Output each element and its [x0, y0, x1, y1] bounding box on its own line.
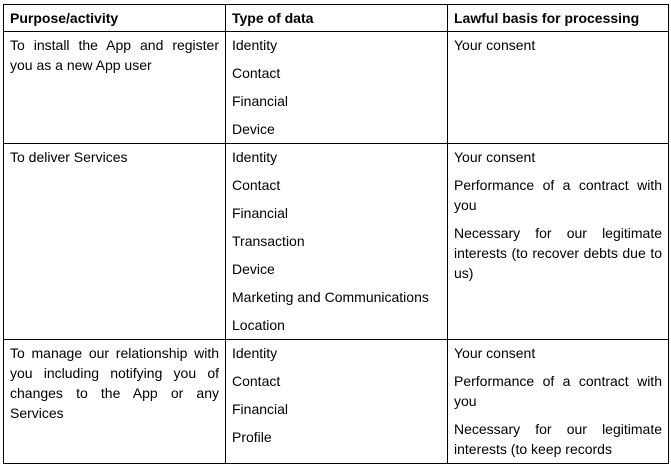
- lawful-basis-item: Your consent: [454, 345, 536, 361]
- data-type-item: Contact: [232, 177, 281, 193]
- lawful-basis-cell: [448, 32, 669, 144]
- lawful-basis-table: [3, 4, 669, 464]
- header-purpose: Purpose/activity: [4, 5, 226, 32]
- lawful-basis-item: Performance of a contract with you: [454, 373, 662, 409]
- data-types-cell: [226, 144, 448, 340]
- data-type-item: Location: [232, 317, 285, 333]
- table-row: [4, 32, 669, 144]
- lawful-basis-item: Your consent: [454, 149, 536, 165]
- data-type-item: Financial: [232, 93, 289, 109]
- data-type-item: Contact: [232, 373, 281, 389]
- data-type-item: Marketing and Communications: [232, 289, 429, 305]
- data-types-cell: [226, 340, 448, 464]
- data-type-item: Financial: [232, 205, 289, 221]
- header-type-of-data: Type of data: [226, 5, 448, 32]
- lawful-basis-cell: [448, 340, 669, 464]
- data-type-item: Financial: [232, 401, 289, 417]
- lawful-basis-item: Performance of a contract with you: [454, 177, 662, 213]
- lawful-basis-cell: [448, 144, 669, 340]
- data-types-cell: [226, 32, 448, 144]
- table-row: [4, 144, 669, 340]
- data-type-item: Identity: [232, 345, 278, 361]
- table-row: [4, 340, 669, 464]
- data-type-item: Identity: [232, 37, 278, 53]
- purpose-cell: To deliver Services: [4, 144, 226, 340]
- data-type-item: Profile: [232, 429, 272, 445]
- data-type-item: Transaction: [232, 233, 305, 249]
- lawful-basis-item: Necessary for our legitimate interests (to recover debts due to us): [454, 225, 662, 281]
- lawful-basis-item: Necessary for our legitimate interests (to keep records: [454, 421, 662, 457]
- data-type-item: Device: [232, 121, 275, 137]
- data-type-item: Contact: [232, 65, 281, 81]
- data-type-item: Device: [232, 261, 275, 277]
- table-header-row: [4, 5, 669, 32]
- data-type-item: Identity: [232, 149, 278, 165]
- purpose-cell: To install the App and register you as a new App user: [4, 32, 226, 144]
- purpose-cell: To manage our relationship with you including notifying you of changes to the App or any Services: [4, 340, 226, 464]
- lawful-basis-item: Your consent: [454, 37, 536, 53]
- header-lawful-basis: Lawful basis for processing: [448, 5, 669, 32]
